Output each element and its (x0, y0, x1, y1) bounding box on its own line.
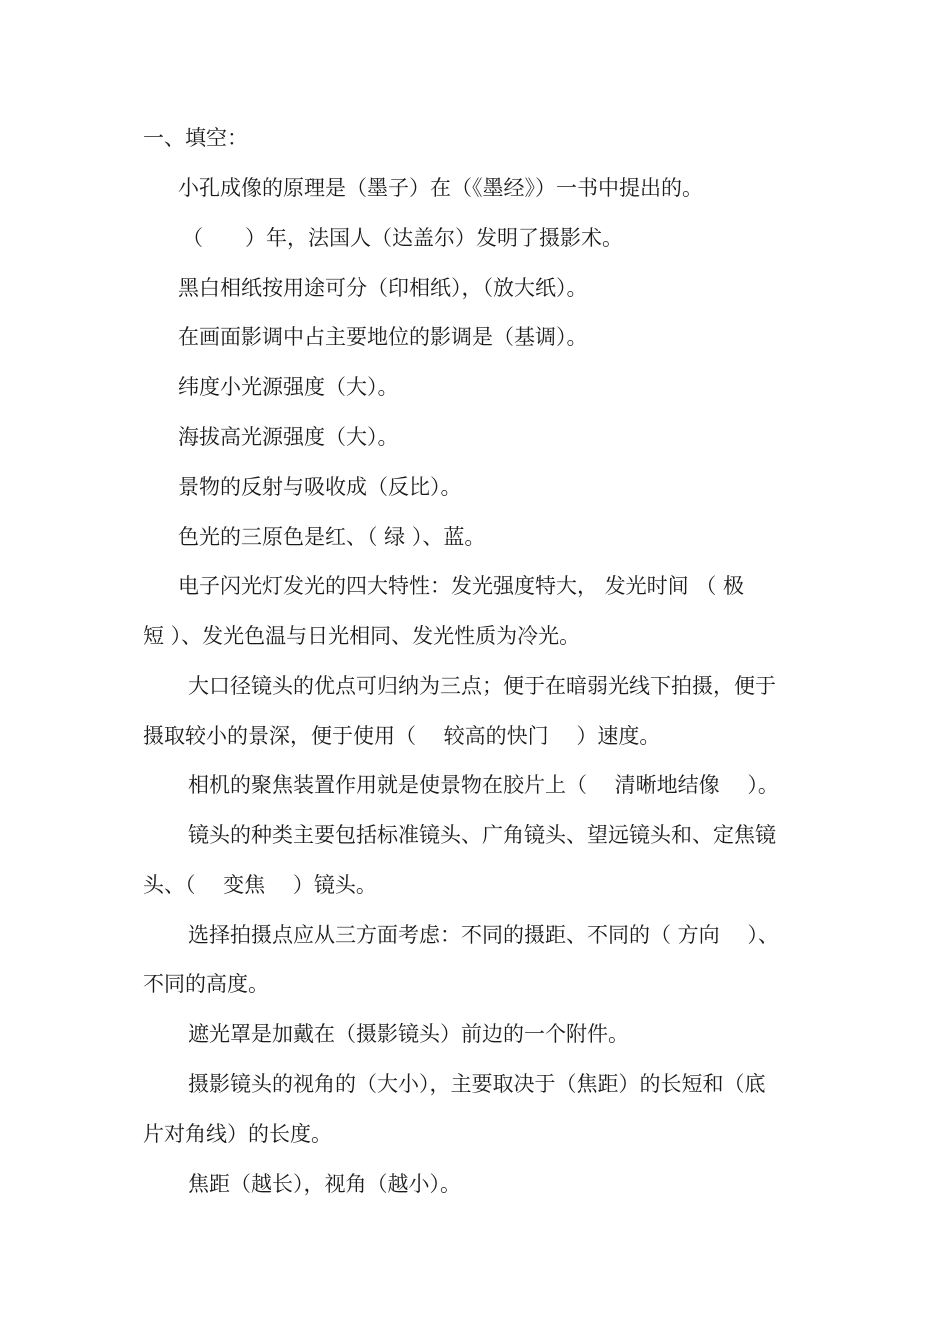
text-line: （ ）年，法国人（达盖尔）发明了摄影术。 (182, 226, 623, 250)
text-line: 黑白相纸按用途可分（印相纸），（放大纸）。 (178, 276, 588, 300)
text-line: 片对角线）的长度。 (143, 1122, 332, 1146)
text-line: 海拔高光源强度（大）。 (178, 425, 399, 449)
text-line: 焦距（越长），视角（越小）。 (188, 1172, 461, 1196)
text-line: 不同的高度。 (143, 972, 269, 996)
text-line: 小孔成像的原理是（墨子）在（《墨经》）一书中提出的。 (178, 176, 703, 200)
text-line: 遮光罩是加戴在（摄影镜头）前边的一个附件。 (188, 1022, 629, 1046)
text-line: 纬度小光源强度（大）。 (178, 375, 399, 399)
text-line: 摄影镜头的视角的（大小），主要取决于（焦距）的长短和（底 (188, 1072, 766, 1096)
text-line: 摄取较小的景深，便于使用（ 较高的快门 ）速度。 (143, 724, 661, 748)
section-heading: 一、填空： (143, 126, 248, 150)
text-line: 短 ）、发光色温与日光相同、发光性质为冷光。 (143, 624, 581, 648)
text-line: 大口径镜头的优点可归纳为三点；便于在暗弱光线下拍摄，便于 (188, 674, 776, 698)
text-line: 电子闪光灯发光的四大特性：发光强度特大， 发光时间 （ 极 (178, 574, 745, 598)
text-line: 色光的三原色是红、（ 绿 ）、蓝。 (178, 525, 486, 549)
text-line: 头、（ 变焦 ）镜头。 (143, 873, 377, 897)
text-line: 景物的反射与吸收成（反比）。 (178, 475, 462, 499)
text-line: 镜头的种类主要包括标准镜头、广角镜头、望远镜头和、定焦镜 (188, 823, 776, 847)
text-line: 在画面影调中占主要地位的影调是（基调）。 (178, 325, 588, 349)
text-line: 相机的聚焦装置作用就是使景物在胶片上（ 清晰地结像 ）。 (188, 773, 779, 797)
text-line: 选择拍摄点应从三方面考虑：不同的摄距、不同的（ 方向 ）、 (188, 923, 779, 947)
